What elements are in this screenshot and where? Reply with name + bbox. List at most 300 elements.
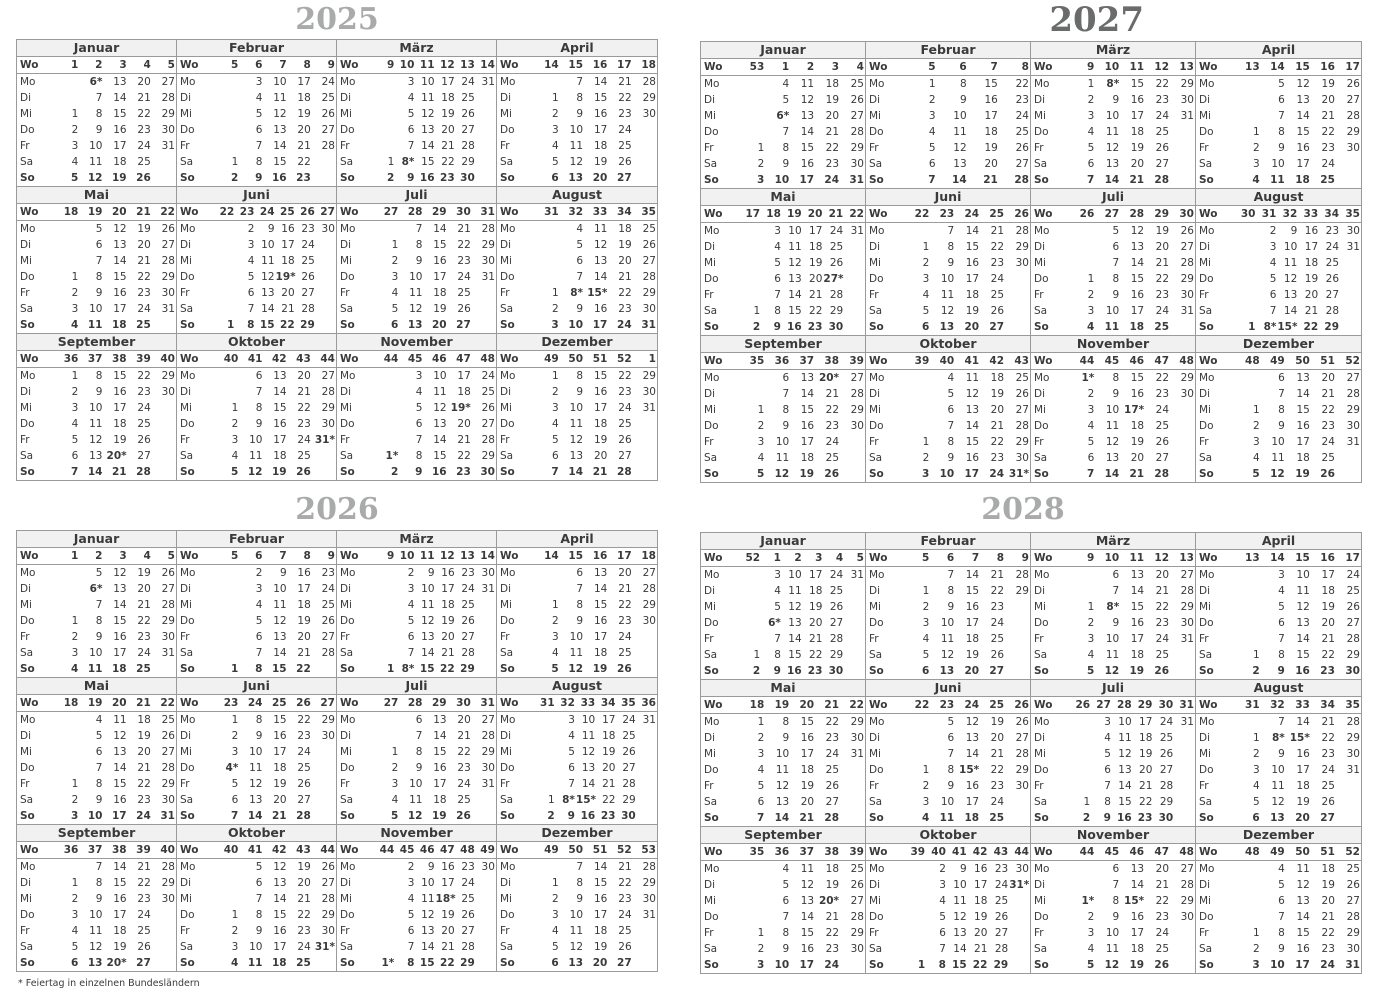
day-cell: 1 (757, 142, 765, 154)
day-cell (375, 368, 399, 384)
day-cell (1236, 386, 1261, 402)
weekday-row-di (497, 90, 657, 106)
day-cell: 12 (788, 257, 802, 269)
day-cell: 25 (137, 156, 151, 168)
day-cell: 2 (928, 94, 936, 106)
day-cell: 9 (1290, 225, 1298, 237)
day-cell: 9 (782, 732, 790, 744)
week-number-row (1196, 550, 1361, 567)
weekday-row-sa (1196, 794, 1361, 810)
day-cell: 9 (255, 925, 263, 937)
day-cell: 7 (568, 778, 575, 790)
day-cell (1236, 631, 1261, 647)
week-number: 17 (1345, 61, 1360, 73)
day-cell: 17 (602, 714, 616, 726)
day-cell: 13 (421, 631, 435, 643)
week-number: 3 (831, 61, 840, 73)
day-cell (905, 714, 930, 730)
week-number: 41 (952, 846, 967, 858)
month-name: Dezember (1196, 827, 1361, 844)
day-cell: 4 (774, 241, 781, 253)
day-cell: 29 (1015, 764, 1029, 776)
day-cell: 8 (774, 649, 781, 661)
day-cell: 12 (940, 649, 955, 661)
week-number: 9 (1086, 61, 1095, 73)
week-number: 37 (87, 353, 103, 365)
day-cell: 19 (618, 239, 632, 251)
week-number: 10 (1104, 552, 1120, 564)
weekday-row-do (177, 416, 336, 432)
day-cell: 11 (421, 893, 435, 905)
month-januar (701, 533, 866, 680)
day-cell (312, 154, 336, 170)
day-cell: 14 (261, 303, 275, 315)
day-cell: 4 (774, 585, 781, 597)
day-cell: 30 (621, 810, 636, 822)
day-cell: 6 (1112, 241, 1120, 253)
day-cell (55, 728, 79, 744)
day-cell: 29 (161, 778, 175, 790)
weekday-row-mo (17, 712, 176, 728)
week-label: Wo (500, 59, 519, 71)
day-cell: 20 (137, 76, 151, 88)
day-cell (215, 368, 239, 384)
weekday-label: So (500, 466, 515, 478)
week-number: 42 (972, 846, 988, 858)
day-cell: 18 (113, 418, 127, 430)
week-number: 22 (849, 699, 864, 711)
day-cell: 21 (137, 762, 151, 774)
week-number: 49 (480, 844, 495, 856)
weekday-label: Fr (180, 778, 190, 790)
day-cell: 14 (113, 255, 127, 267)
month-name: Oktober (177, 334, 336, 351)
day-cell: 20 (1321, 895, 1335, 907)
day-cell: 11 (939, 812, 955, 824)
weekday-row-fr (337, 776, 496, 792)
day-cell: 16 (800, 420, 815, 432)
week-number: 16 (592, 59, 608, 71)
week-number: 29 (1154, 208, 1170, 220)
day-cell (316, 253, 336, 269)
weekday-row-fr (701, 778, 865, 794)
weekday-label: So (869, 812, 884, 824)
weekday-label: Di (340, 583, 352, 595)
day-cell (1336, 466, 1361, 482)
week-number: 9 (1086, 552, 1095, 564)
day-cell (1005, 303, 1030, 319)
weekday-row-do (337, 269, 496, 285)
day-cell: 4 (391, 794, 399, 806)
day-cell: 22 (1321, 732, 1335, 744)
week-number: 39 (136, 844, 151, 856)
week-number: 27 (383, 206, 399, 218)
day-cell (1005, 663, 1030, 679)
day-cell: 6 (255, 631, 263, 643)
weekday-label: Mi (20, 893, 32, 905)
day-cell: 9 (95, 124, 103, 136)
weekday-label: Di (1199, 732, 1211, 744)
weekday-row-di (177, 90, 336, 106)
day-cell: 25 (850, 863, 864, 875)
weekday-label: Mo (869, 716, 885, 728)
day-cell: 6 (407, 124, 415, 136)
day-cell (55, 859, 79, 875)
day-cell: 15* (1277, 321, 1298, 333)
day-cell: 19 (602, 746, 616, 758)
day-cell: 24 (461, 76, 475, 88)
weekday-row-fr (177, 432, 336, 448)
weekday-label: Do (1034, 617, 1049, 629)
day-cell: 1 (391, 746, 399, 758)
day-cell: 5 (551, 663, 559, 675)
day-cell: 28 (136, 466, 151, 478)
day-cell: 29 (1180, 78, 1194, 90)
day-cell: 15 (788, 305, 802, 317)
week-number: 44 (1079, 355, 1095, 367)
weekday-label: Do (1199, 617, 1214, 629)
week-number: 46 (419, 844, 435, 856)
day-cell: 12 (273, 861, 287, 873)
day-cell: 8 (782, 142, 790, 154)
day-cell (1005, 287, 1030, 303)
day-cell: 18 (800, 764, 815, 776)
weekday-row-mo (497, 565, 657, 581)
day-cell (1070, 778, 1091, 794)
day-cell (215, 74, 239, 90)
weekday-label: Do (180, 909, 195, 921)
week-number: 25 (280, 206, 295, 218)
day-cell: 22 (440, 663, 455, 675)
day-cell (905, 730, 930, 746)
weekday-row-mi (1196, 402, 1361, 418)
day-cell: 4 (71, 156, 79, 168)
day-cell: 27 (137, 450, 151, 462)
weekday-row-mo (1031, 861, 1195, 877)
day-cell: 7 (782, 388, 790, 400)
weekday-row-fr (177, 923, 336, 939)
day-cell (740, 567, 761, 583)
week-number: 5 (231, 59, 239, 71)
day-cell: 31 (481, 778, 495, 790)
weekday-row-mo (17, 74, 176, 90)
day-cell: 6 (1278, 372, 1285, 384)
weekday-row-so (497, 955, 657, 971)
day-cell: 27 (1180, 863, 1194, 875)
weekday-label: Mi (1034, 601, 1046, 613)
day-cell: 15 (1296, 404, 1310, 416)
day-cell (633, 154, 657, 170)
day-cell: 1 (922, 585, 930, 597)
day-cell (905, 386, 930, 402)
weekday-label: Mo (704, 863, 720, 875)
week-number: 15 (568, 59, 584, 71)
day-cell: 3 (939, 879, 946, 891)
day-cell: 12 (421, 615, 435, 627)
day-cell (905, 925, 926, 941)
week-number: 35 (1345, 699, 1360, 711)
day-cell: 5 (1087, 436, 1095, 448)
weekday-row-do (497, 907, 657, 923)
day-cell: 18 (1130, 126, 1145, 138)
day-cell (844, 303, 865, 319)
day-cell: 24 (622, 714, 636, 726)
day-cell: 20* (106, 957, 127, 969)
day-cell: 23 (990, 780, 1005, 792)
day-cell: 9 (773, 665, 781, 677)
day-cell: 31 (850, 569, 864, 581)
month-name: September (701, 336, 865, 353)
day-cell: 17 (433, 271, 447, 283)
week-number-row (866, 550, 1030, 567)
week-number: 42 (272, 844, 287, 856)
month-name: Mai (701, 189, 865, 206)
weekday-row-di (701, 386, 865, 402)
day-cell: 26 (618, 941, 632, 953)
week-number: 23 (939, 208, 955, 220)
day-cell: 20 (618, 255, 632, 267)
day-cell: 3 (407, 76, 415, 88)
week-number: 1 (71, 59, 79, 71)
week-label: Wo (704, 552, 723, 564)
day-cell (1336, 778, 1361, 794)
year-calendar-2027 (700, 0, 1362, 480)
day-cell: 4 (939, 895, 946, 907)
month-november (337, 334, 497, 480)
weekday-label: Fr (704, 142, 714, 154)
week-number: 47 (1154, 846, 1170, 858)
day-cell: 26 (481, 402, 495, 414)
week-number: 44 (383, 353, 399, 365)
day-cell (637, 728, 657, 744)
day-cell: 19 (1321, 78, 1335, 90)
day-cell: 17 (1304, 241, 1319, 253)
day-cell: 1 (391, 239, 399, 251)
day-cell: 28 (161, 861, 175, 873)
day-cell: 13 (421, 925, 435, 937)
day-cell (215, 221, 235, 237)
day-cell: 18 (457, 386, 471, 398)
month-name: Juni (866, 680, 1030, 697)
day-cell: 26 (618, 156, 632, 168)
day-cell: 3 (1278, 569, 1285, 581)
weekday-label: So (704, 665, 719, 677)
weekday-label: Do (704, 126, 719, 138)
day-cell: 4 (255, 599, 263, 611)
weekday-label: Di (20, 877, 32, 889)
day-cell: 5 (407, 615, 415, 627)
day-cell: 27 (1015, 158, 1029, 170)
day-cell (740, 386, 765, 402)
day-cell: 28 (642, 861, 656, 873)
weekday-label: Fr (500, 140, 510, 152)
day-cell: 24 (481, 370, 495, 382)
day-cell: 28 (1325, 305, 1340, 317)
day-cell: 20 (602, 762, 616, 774)
day-cell: 10 (569, 402, 584, 414)
week-number: 35 (641, 206, 656, 218)
day-cell: 13 (407, 319, 423, 331)
day-cell: 18 (441, 599, 455, 611)
week-label: Wo (180, 59, 199, 71)
day-cell: 28 (1346, 388, 1360, 400)
day-cell: 24 (1159, 716, 1174, 728)
day-cell: 28 (461, 647, 475, 659)
day-cell: 10 (788, 225, 802, 237)
week-number: 1 (773, 552, 781, 564)
day-cell: 14 (1296, 388, 1310, 400)
day-cell (633, 416, 657, 432)
day-cell: 5 (757, 780, 765, 792)
day-cell: 25 (994, 895, 1009, 907)
day-cell: 19 (1295, 468, 1310, 480)
weekday-label: Do (340, 762, 355, 774)
week-number: 42 (272, 353, 287, 365)
months-grid (700, 532, 1362, 974)
weekday-label: Fr (869, 436, 879, 448)
week-number-row (1196, 206, 1361, 223)
day-cell: 30 (1015, 257, 1029, 269)
day-cell: 27 (617, 957, 632, 969)
day-cell: 25 (990, 289, 1005, 301)
month-april (1196, 42, 1361, 189)
day-cell: 8 (95, 271, 103, 283)
day-cell: 22 (825, 404, 840, 416)
day-cell: 20 (1155, 569, 1170, 581)
day-cell: 27 (161, 76, 175, 88)
day-cell: 5 (1278, 601, 1285, 613)
weekday-label: Do (1034, 764, 1049, 776)
day-cell: 15 (273, 714, 287, 726)
day-cell: 20 (990, 732, 1005, 744)
day-cell: 9 (947, 452, 955, 464)
day-cell: 23 (1320, 665, 1335, 677)
day-cell: 11 (788, 585, 802, 597)
day-cell: 9 (95, 893, 103, 905)
day-cell: 5 (568, 746, 575, 758)
weekday-row-mi (701, 402, 865, 418)
weekday-label: Mi (20, 108, 32, 120)
day-cell: 10 (774, 174, 790, 186)
month-name: März (337, 40, 496, 57)
day-cell: 28 (161, 599, 175, 611)
week-number: 29 (432, 697, 447, 709)
day-cell: 11 (273, 92, 287, 104)
weekday-row-do (17, 416, 176, 432)
day-cell: 8 (255, 663, 263, 675)
day-cell: 5 (782, 879, 790, 891)
day-cell: 29 (460, 663, 475, 675)
month-name: April (1196, 42, 1361, 59)
day-cell: 29 (321, 402, 335, 414)
weekday-row-mo (701, 861, 865, 877)
weekday-row-so (17, 170, 176, 186)
day-cell: 24 (297, 434, 311, 446)
day-cell: 16 (800, 158, 815, 170)
day-cell: 14 (1130, 257, 1145, 269)
weekday-row-sa (866, 303, 1030, 319)
week-number-row (1031, 59, 1195, 76)
day-cell: 18 (593, 647, 608, 659)
day-cell: 19 (974, 911, 988, 923)
day-cell: 12 (593, 239, 608, 251)
day-cell (215, 645, 239, 661)
day-cell (55, 74, 79, 90)
weekday-label: Mo (869, 863, 885, 875)
week-label: Wo (704, 61, 723, 73)
day-cell: 2 (71, 124, 79, 136)
day-cell: 26 (825, 780, 840, 792)
month-name: November (1031, 336, 1195, 353)
weekday-row-so (1031, 466, 1195, 482)
weekday-row-do (1031, 909, 1195, 925)
day-cell: 27 (136, 957, 151, 969)
day-cell: 19 (297, 108, 311, 120)
day-cell: 3 (1252, 959, 1260, 971)
day-cell: 13 (788, 273, 802, 285)
week-number: 21 (136, 697, 151, 709)
day-cell (535, 237, 559, 253)
day-cell: 4 (415, 386, 423, 398)
day-cell: 26 (1015, 716, 1029, 728)
day-cell: 20 (974, 927, 988, 939)
week-number: 48 (1245, 355, 1260, 367)
day-cell: 14 (774, 812, 790, 824)
week-number: 30 (456, 206, 471, 218)
day-cell: 29 (1346, 732, 1360, 744)
day-cell: 9 (576, 108, 584, 120)
day-cell: 22 (1155, 78, 1170, 90)
weekday-row-mi (1031, 893, 1195, 909)
week-number-row (701, 206, 865, 223)
day-cell: 12 (965, 388, 980, 400)
day-cell: 27 (321, 370, 335, 382)
weekday-label: Do (704, 764, 719, 776)
day-cell: 15 (419, 663, 435, 675)
day-cell: 6 (921, 321, 930, 333)
day-cell (1236, 255, 1257, 271)
day-cell: 1 (1248, 321, 1256, 333)
day-cell: 26 (1346, 78, 1360, 90)
day-cell: 20 (1139, 764, 1153, 776)
day-cell (215, 597, 239, 613)
day-cell: 11 (1271, 452, 1285, 464)
day-cell (633, 939, 657, 955)
day-cell: 23 (825, 420, 840, 432)
day-cell: 15* (587, 287, 608, 299)
day-cell: 21 (137, 92, 151, 104)
day-cell (844, 319, 865, 335)
day-cell: 21 (618, 271, 632, 283)
day-cell: 20* (818, 372, 840, 384)
month-märz (1031, 42, 1196, 189)
day-cell: 7 (947, 225, 955, 237)
day-cell: 21 (137, 861, 151, 873)
day-cell: 27 (825, 796, 840, 808)
day-cell: 7 (247, 303, 255, 315)
weekday-row-mi (497, 106, 657, 122)
day-cell: 14 (1104, 174, 1120, 186)
day-cell (472, 808, 496, 824)
week-number: 48 (480, 353, 495, 365)
weekday-label: Sa (500, 303, 514, 315)
day-cell: 22 (137, 271, 151, 283)
day-cell: 18 (297, 92, 311, 104)
week-number: 33 (580, 697, 596, 709)
weekday-label: Fr (340, 140, 350, 152)
day-cell: 26 (461, 909, 475, 921)
day-cell: 23 (1155, 911, 1170, 923)
